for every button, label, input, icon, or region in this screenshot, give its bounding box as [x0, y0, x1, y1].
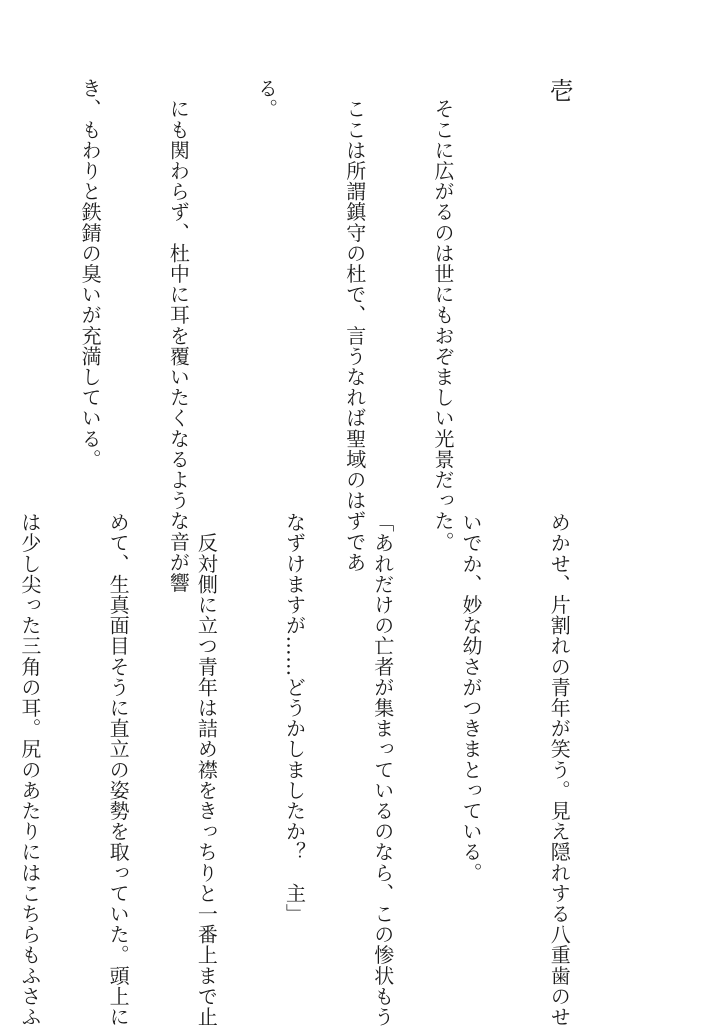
- text-line: 反対側に立つ青年は詰め襟をきっちりと一番上まで止: [194, 512, 219, 1027]
- upper-text-block: [78, 78, 632, 593]
- text-line: めて、生真面目そうに直立の姿勢を取っていた。頭上に: [106, 512, 131, 1027]
- text-line: は少し尖った三角の耳。尻のあたりにはこちらもふさふ: [17, 512, 42, 1027]
- text-line: そこに広がるのは世にもおぞましい光景だった。: [430, 78, 455, 552]
- chapter-title: 壱: [545, 78, 574, 102]
- dialogue-line: なずけますが……どうかしましたか？ 主」: [282, 512, 307, 924]
- text-line: めかせ、片割れの青年が笑う。見え隠れする八重歯のせ: [547, 512, 572, 1027]
- blank-line: [0, 78, 16, 498]
- text-line: にも関わらず、杜中に耳を覆いたくなるような音が響: [166, 78, 191, 593]
- text-line: ここは所謂鎮守の杜で、言うなれば聖域のはずであ: [342, 78, 367, 573]
- text-line: る。: [254, 78, 279, 120]
- dialogue-line: 「あれだけの亡者が集まっているのなら、この惨状もう: [370, 512, 395, 1027]
- lower-text-block: [17, 512, 632, 1027]
- text-line: き、もわりと鉄錆の臭いが充満している。: [78, 78, 103, 470]
- text-line: いでか、妙な幼さがつきまとっている。: [458, 512, 483, 883]
